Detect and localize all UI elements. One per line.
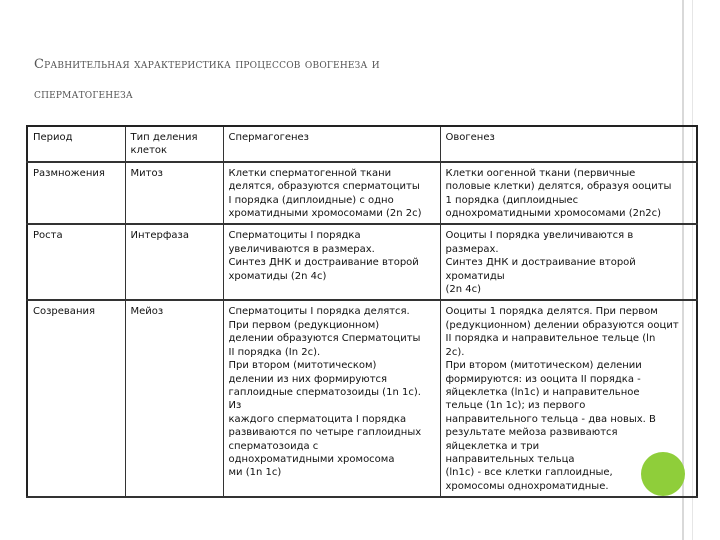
title-line-2: сперматогенеза [34,87,133,102]
cell-line: хромосомы однохроматидные. [445,480,609,492]
cell-line: гаплоидные сперматозоиды (1n 1c). [228,386,421,398]
cell-line: делятся, образуются сперматоциты [228,181,420,193]
cell-division: Интерфаза [125,224,223,300]
cell-line: При первом (редукционном) [228,319,380,331]
cell-line: Синтез ДНК и достраивание второй [445,257,636,269]
cell-line: однохроматидными хромосомами (2n2c) [445,208,662,220]
cell-line: результате мейоза развиваются [445,427,618,439]
cell-oogenesis [440,224,697,300]
cell-line: (ln1c) - все клетки гаплоидные, [445,467,613,479]
header-oogenesis: Овогенез [440,126,697,162]
cell-line: II порядка и направительное тельце (ln [445,333,656,345]
comparison-table [26,125,698,498]
cell-line: яйцеклетка и три [445,440,540,452]
green-circle-decoration [641,452,685,496]
slide-title [34,50,674,110]
cell-line: Сперматоциты I порядка делятся. [228,306,410,318]
cell-line: каждого сперматоцита I порядка [228,413,407,425]
table-row [27,162,697,225]
cell-line: развиваются по четыре гаплоидных [228,427,422,439]
cell-line: Сперматоциты I порядка [228,230,361,242]
cell-line: I порядка (диплоидные) с одно [228,194,394,206]
cell-period: Размножения [27,162,125,225]
cell-line: размерах. [445,243,499,255]
table-row [27,300,697,497]
cell-line: 2c). [445,346,465,358]
cell-division: Мейоз [125,300,223,497]
cell-line: половые клетки) делятся, образуя ооциты [445,181,672,193]
cell-line: II порядка (In 2c). [228,346,321,358]
cell-line: Клетки сперматогенной ткани [228,167,392,179]
cell-line: Ооциты I порядка увеличиваются в [445,230,634,242]
cell-line: направительных тельца [445,453,575,465]
cell-line: делении образуются Сперматоциты [228,333,421,345]
cell-line: (2n 4c) [445,284,482,296]
table-row [27,224,697,300]
cell-line: (редукционном) делении образуются ооцит [445,319,679,331]
cell-line: ми (1n 1c) [228,467,282,479]
cell-period: Созревания [27,300,125,497]
cell-period: Роста [27,224,125,300]
cell-line: Синтез ДНК и достраивание второй [228,257,419,269]
cell-oogenesis [440,162,697,225]
cell-line: хроматиды (2n 4c) [228,270,327,282]
cell-line: При втором (митотическом) [228,360,377,372]
cell-spermatogenesis [223,162,440,225]
cell-line: хроматиды [445,270,505,282]
table-header-row [27,126,697,162]
cell-line: Ооциты 1 порядка делятся. При первом [445,306,658,318]
cell-line: хроматидными хромосомами (2n 2c) [228,208,422,220]
cell-line: Из [228,400,242,412]
cell-division: Митоз [125,162,223,225]
cell-line: 1 порядка (диплоидныес [445,194,579,206]
cell-line: сперматозоида с [228,440,319,452]
cell-line: делении из них формируются [228,373,388,385]
cell-line: однохроматидными хромосома [228,453,395,465]
header-period: Период [27,126,125,162]
header-spermatogenesis: Спермагогенез [223,126,440,162]
cell-line: тельце (1n 1c); из первого [445,400,586,412]
cell-line: При втором (митотическом) делении [445,360,642,372]
cell-line: увеличиваются в размерах. [228,243,375,255]
title-line-1: Сравнительная характеристика процессов овогенеза и [34,57,380,72]
cell-line: направительного тельца - два новых. В [445,413,656,425]
cell-spermatogenesis [223,300,440,497]
header-division-type: Тип деления клеток [125,126,223,162]
cell-line: Клетки оогенной ткани (первичные [445,167,636,179]
cell-line: яйцеклетка (ln1c) и направительное [445,386,640,398]
cell-line: формируются: из ооцита II порядка - [445,373,641,385]
cell-spermatogenesis [223,224,440,300]
